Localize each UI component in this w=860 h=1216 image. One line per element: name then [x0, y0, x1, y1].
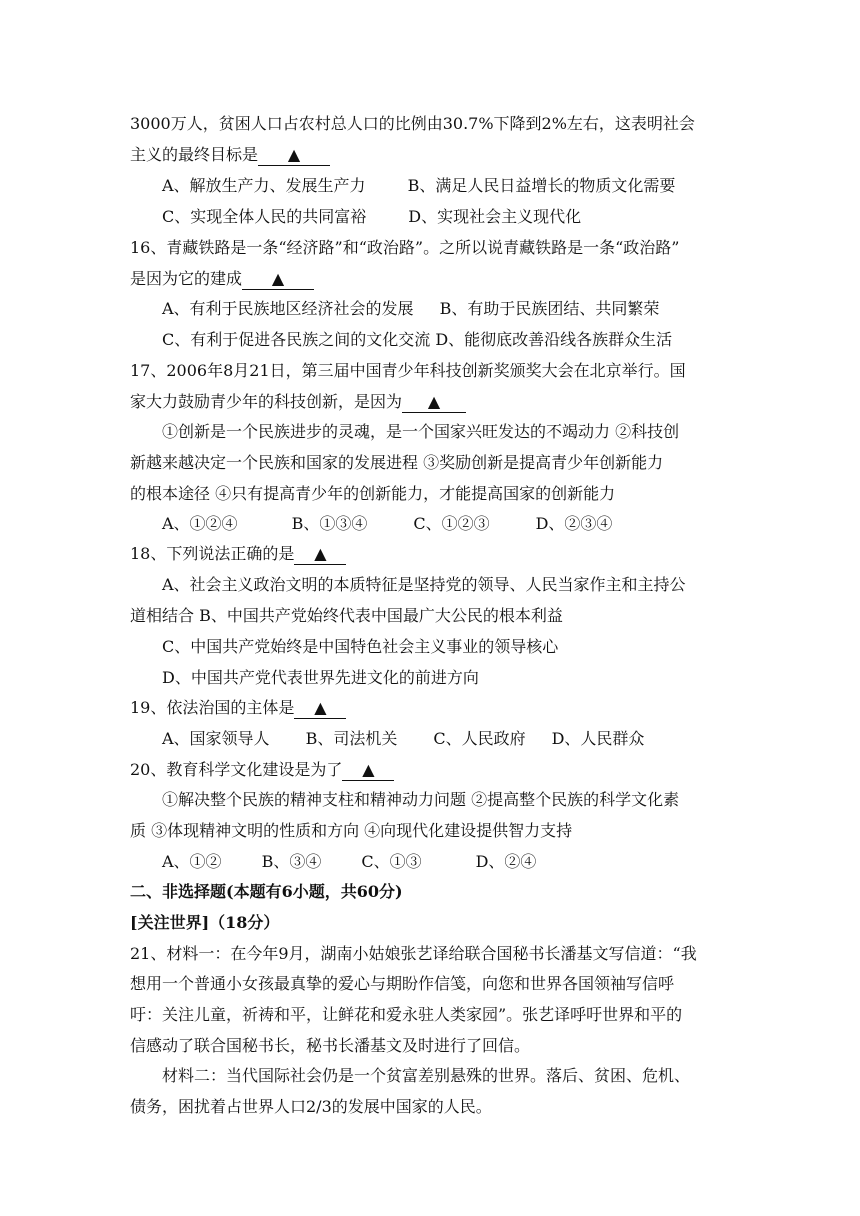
- q15-option-a: A、解放生产力、发展生产力: [162, 176, 366, 195]
- q16-options-row-1: [162, 298, 659, 320]
- q16-stem-line-1: 16、青藏铁路是一条“经济路”和“政治路”。之所以说青藏铁路是一条“政治路”: [130, 238, 680, 257]
- q20-stem-prefix: 20、教育科学文化建设是为了: [130, 760, 343, 779]
- q19-stem-prefix: 19、依法治国的主体是: [130, 698, 295, 717]
- q21-material-1-line-3: 吁：关注儿童，祈祷和平，让鲜花和爱永驻人类家园”。张艺译呼吁世界和平的: [130, 1005, 683, 1024]
- answer-blank: ▲: [294, 698, 346, 719]
- q17-option-b: B、①③④: [291, 514, 368, 533]
- answer-blank: ▲: [258, 145, 330, 166]
- q20-option-a: A、①②: [162, 852, 222, 871]
- q16-options-row-2: C、有利于促进各民族之间的文化交流 D、能彻底改善沿线各族群众生活: [162, 330, 673, 349]
- q19-option-b: B、司法机关: [305, 729, 398, 748]
- q17-stem-line-1: 17、2006年8月21日，第三届中国青少年科技创新奖颁奖大会在北京举行。国: [130, 361, 686, 380]
- q16-option-b: B、有助于民族团结、共同繁荣: [439, 299, 660, 318]
- section-subheading: [关注世界]（18分）: [130, 913, 280, 932]
- q18-option-a-line-1: A、社会主义政治文明的本质特征是坚持党的领导、人民当家作主和主持公: [162, 575, 686, 594]
- answer-blank: ▲: [294, 544, 346, 565]
- q20-statement-line-2: 质 ③体现精神文明的性质和方向 ④向现代化建设提供智力支持: [130, 821, 573, 840]
- q18-option-c: C、中国共产党始终是中国特色社会主义事业的领导核心: [162, 637, 559, 656]
- q20-option-b: B、③④: [261, 852, 322, 871]
- q19-option-d: D、人民群众: [551, 729, 645, 748]
- section-heading: 二、非选择题(本题有6小题，共60分): [130, 882, 403, 901]
- q17-option-a: A、①②④: [162, 514, 238, 533]
- q21-material-2-line-1: 材料二：当代国际社会仍是一个贫富差别悬殊的世界。落后、贫困、危机、: [162, 1066, 691, 1085]
- q16-stem-line-2: [130, 268, 314, 290]
- q15-option-b: B、满足人民日益增长的物质文化需要: [407, 176, 676, 195]
- q20-options: [162, 851, 536, 873]
- q16-stem-prefix: 是因为它的建成: [130, 269, 243, 288]
- q17-statement-line-2: 新越来越决定一个民族和国家的发展进程 ③奖励创新是提高青少年创新能力: [130, 453, 664, 472]
- q19-options: [162, 728, 644, 750]
- q15-options-row-2: [162, 206, 581, 228]
- q15-stem-line-1: 3000万人，贫困人口占农村总人口的比例由30.7%下降到2%左右，这表明社会: [130, 114, 695, 133]
- q18-stem-prefix: 18、下列说法正确的是: [130, 544, 295, 563]
- q20-option-d: D、②④: [475, 852, 537, 871]
- answer-blank: ▲: [342, 760, 394, 781]
- q18-option-a-line-2: 道相结合 B、中国共产党始终代表中国最广大公民的根本利益: [130, 606, 563, 625]
- q15-stem-prefix: 主义的最终目标是: [130, 145, 259, 164]
- q15-option-c: C、实现全体人民的共同富裕: [162, 207, 367, 226]
- q19-stem: [130, 697, 346, 719]
- q21-material-2-line-2: 债务，困扰着占世界人口2/3的发展中国家的人民。: [130, 1097, 492, 1116]
- q17-statement-line-3: 的根本途径 ④只有提高青少年的创新能力，才能提高国家的创新能力: [130, 484, 616, 503]
- q21-material-1-line-2: 想用一个普通小女孩最真挚的爱心与期盼作信笺，向您和世界各国领袖写信呼: [130, 974, 675, 993]
- q15-stem-line-2: [130, 144, 330, 166]
- q16-option-a: A、有利于民族地区经济社会的发展: [162, 299, 414, 318]
- q19-option-a: A、国家领导人: [162, 729, 270, 748]
- q21-material-1-line-4: 信感动了联合国秘书长，秘书长潘基文及时进行了回信。: [130, 1036, 531, 1055]
- q17-option-d: D、②③④: [535, 514, 613, 533]
- q19-option-c: C、人民政府: [433, 729, 526, 748]
- q20-statement-line-1: ①解决整个民族的精神支柱和精神动力问题 ②提高整个民族的科学文化素: [162, 790, 680, 809]
- q20-option-c: C、①③: [361, 852, 422, 871]
- q21-material-1-line-1: 21、材料一：在今年9月，湖南小姑娘张艺译给联合国秘书长潘基文写信道：“我: [130, 944, 697, 963]
- q17-stem-line-2: [130, 391, 466, 413]
- q17-options: [162, 513, 612, 535]
- q17-statement-line-1: ①创新是一个民族进步的灵魂，是一个国家兴旺发达的不竭动力 ②科技创: [162, 422, 680, 441]
- q18-stem: [130, 543, 346, 565]
- q15-options-row-1: [162, 175, 675, 197]
- q17-option-c: C、①②③: [413, 514, 490, 533]
- answer-blank: ▲: [402, 392, 466, 413]
- q18-option-d: D、中国共产党代表世界先进文化的前进方向: [162, 668, 479, 687]
- q20-stem: [130, 759, 394, 781]
- q17-stem-prefix: 家大力鼓励青少年的科技创新，是因为: [130, 392, 403, 411]
- answer-blank: ▲: [242, 269, 314, 290]
- q15-option-d: D、实现社会主义现代化: [408, 207, 582, 226]
